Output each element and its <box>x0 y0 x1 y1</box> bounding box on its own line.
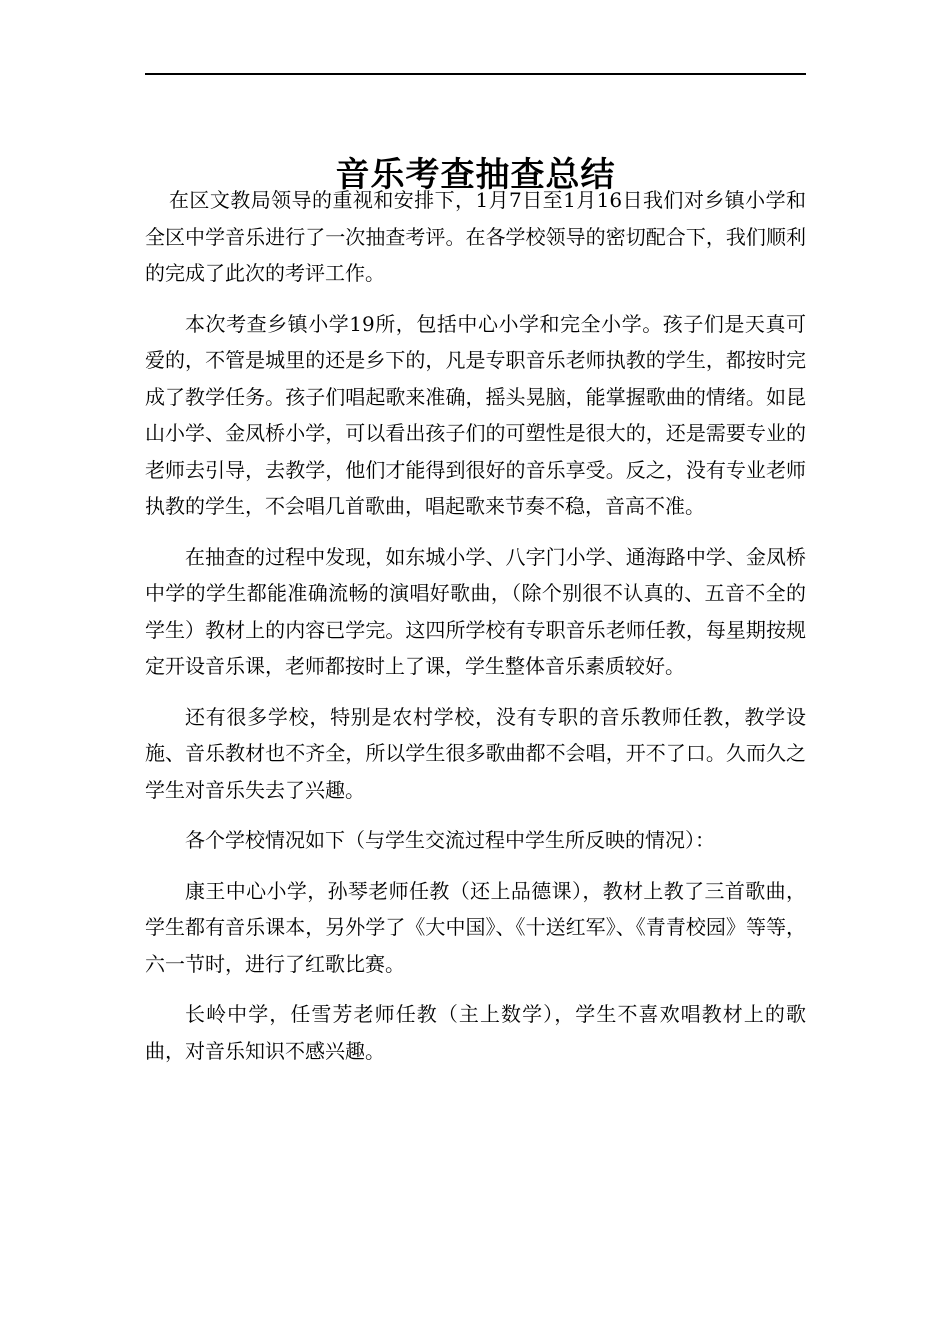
paragraph-kangwang-school: 康王中心小学，孙琴老师任教（还上品德课），教材上教了三首歌曲，学生都有音乐课本，另外学了《大中国》、《十送红军》、《青青校园》等等，六一节时，进行了红歌比赛。 <box>145 878 806 976</box>
document-title: 音乐考查抽查总结 <box>335 154 616 195</box>
paragraph-school-overview: 各个学校情况如下（与学生交流过程中学生所反映的情况）： <box>185 828 715 852</box>
header-rule <box>145 73 806 75</box>
paragraph-township-schools: 本次考查乡镇小学19所，包括中心小学和完全小学。孩子们是天真可爱的，不管是城里的还是乡下的，凡是专职音乐老师执教的学生，都按时完成了教学任务。孩子们唱起歌来准确，摇头晃脑，能掌握歌曲的情绪。如昆山小学、金凤桥小学，可以看出孩子们的可塑性是很大的，还是需要专业的老师去引导，去教学，他们才能得到很好的音乐享受。反之，没有专业老师执教的学生，不会唱几首歌曲，唱起歌来节奏不稳，音高不准。 <box>145 311 806 518</box>
document-body <box>145 182 806 1083</box>
paragraph-findings: 在抽查的过程中发现，如东城小学、八字门小学、通海路中学、金凤桥中学的学生都能准确流畅的演唱好歌曲，（除个别很不认真的、五音不全的学生）教材上的内容已学完。这四所学校有专职音乐老师任教，每星期按规定开设音乐课，老师都按时上了课，学生整体音乐素质较好。 <box>145 544 806 678</box>
paragraph-intro: 在区文教局领导的重视和安排下，1月7日至1月16日我们对乡镇小学和全区中学音乐进行了一次抽查考评。在各学校领导的密切配合下，我们顺利的完成了此次的考评工作。 <box>145 188 806 285</box>
paragraph-rural-schools: 还有很多学校，特别是农村学校，没有专职的音乐教师任教，教学设施、音乐教材也不齐全，所以学生很多歌曲都不会唱，开不了口。久而久之学生对音乐失去了兴趣。 <box>145 704 806 802</box>
paragraph-changling-school: 长岭中学，任雪芳老师任教（主上数学），学生不喜欢唱教材上的歌曲，对音乐知识不感兴趣。 <box>145 1002 806 1063</box>
